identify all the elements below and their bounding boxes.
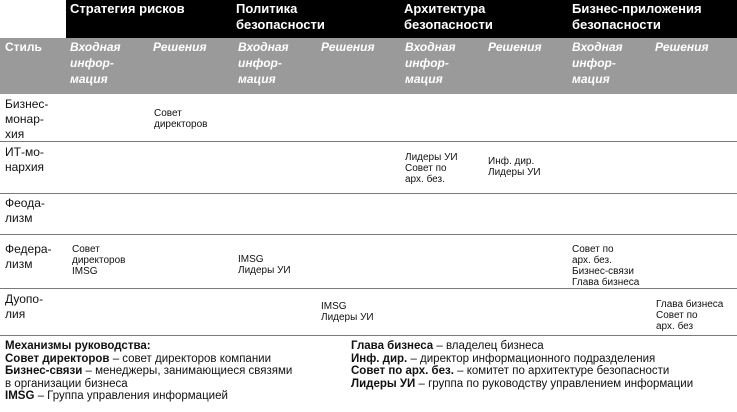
- decisions-header-1: Решения: [153, 40, 207, 54]
- table-row: [0, 94, 737, 142]
- decisions-header-2: Решения: [321, 40, 375, 54]
- table-cell: Совет по арх. без. Бизнес-связи Глава бизнеса: [572, 244, 640, 288]
- column-title-security-policy: Политика безопасности: [236, 1, 325, 32]
- table-row: [0, 289, 737, 336]
- decisions-header-4: Решения: [655, 40, 709, 54]
- table-cell: Совет директоров IMSG: [72, 244, 126, 277]
- table-cell: Глава бизнеса Совет по арх. без: [656, 299, 724, 332]
- row-label-business-monarchy: Бизнес- монар- хия: [5, 97, 49, 141]
- table-cell: Совет директоров: [154, 108, 208, 130]
- row-label-duopoly: Дуопо- лия: [5, 292, 44, 321]
- input-header-4: Входная инфор- мация: [572, 40, 623, 86]
- column-title-business-apps-security: Бизнес-приложения безопасности: [572, 1, 702, 32]
- legend-title: Механизмы руководства:: [5, 340, 151, 352]
- legend-item: в организации бизнеса: [5, 377, 128, 390]
- legend-left: [5, 340, 292, 403]
- legend-item: Совет директоров – совет директоров компании: [5, 352, 272, 365]
- style-column-header: Стиль: [5, 40, 42, 54]
- table-cell: IMSG Лидеры УИ: [238, 254, 291, 276]
- table-row: [0, 235, 737, 289]
- legend-item: Лидеры УИ – группа по руководству управлением информации: [351, 377, 694, 390]
- row-label-federalism: Федера- лизм: [5, 242, 52, 271]
- table-cell: IMSG Лидеры УИ: [321, 301, 374, 323]
- domain-header-bar: [66, 0, 737, 38]
- table-row: [0, 142, 737, 194]
- input-header-1: Входная инфор- мация: [70, 40, 121, 86]
- legend-item: Инф. дир. – директор информационного подразделения: [351, 352, 656, 365]
- table-cell: Лидеры УИ Совет по арх. без.: [405, 152, 458, 185]
- column-title-risk-strategy: Стратегия рисков: [70, 1, 185, 16]
- legend-item: IMSG – Группа управления информацией: [5, 390, 228, 402]
- column-title-security-architecture: Архитектура безопасности: [404, 1, 493, 32]
- legend-item: Совет по арх. без. – комитет по архитектуре безопасности: [351, 365, 670, 377]
- subheader-bar: [0, 38, 737, 94]
- decisions-header-3: Решения: [488, 40, 542, 54]
- table-row: [0, 194, 737, 235]
- table-cell: Инф. дир. Лидеры УИ: [488, 156, 541, 178]
- row-label-it-monarchy: ИТ-мо- нархия: [5, 145, 45, 174]
- input-header-3: Входная инфор- мация: [405, 40, 456, 86]
- legend-item: Глава бизнеса – владелец бизнеса: [351, 340, 544, 352]
- legend-right: [351, 340, 693, 390]
- input-header-2: Входная инфор- мация: [238, 40, 289, 86]
- row-label-feudalism: Феода- лизм: [5, 196, 45, 225]
- legend-item: Бизнес-связи – менеджеры, занимающиеся связями: [5, 365, 293, 377]
